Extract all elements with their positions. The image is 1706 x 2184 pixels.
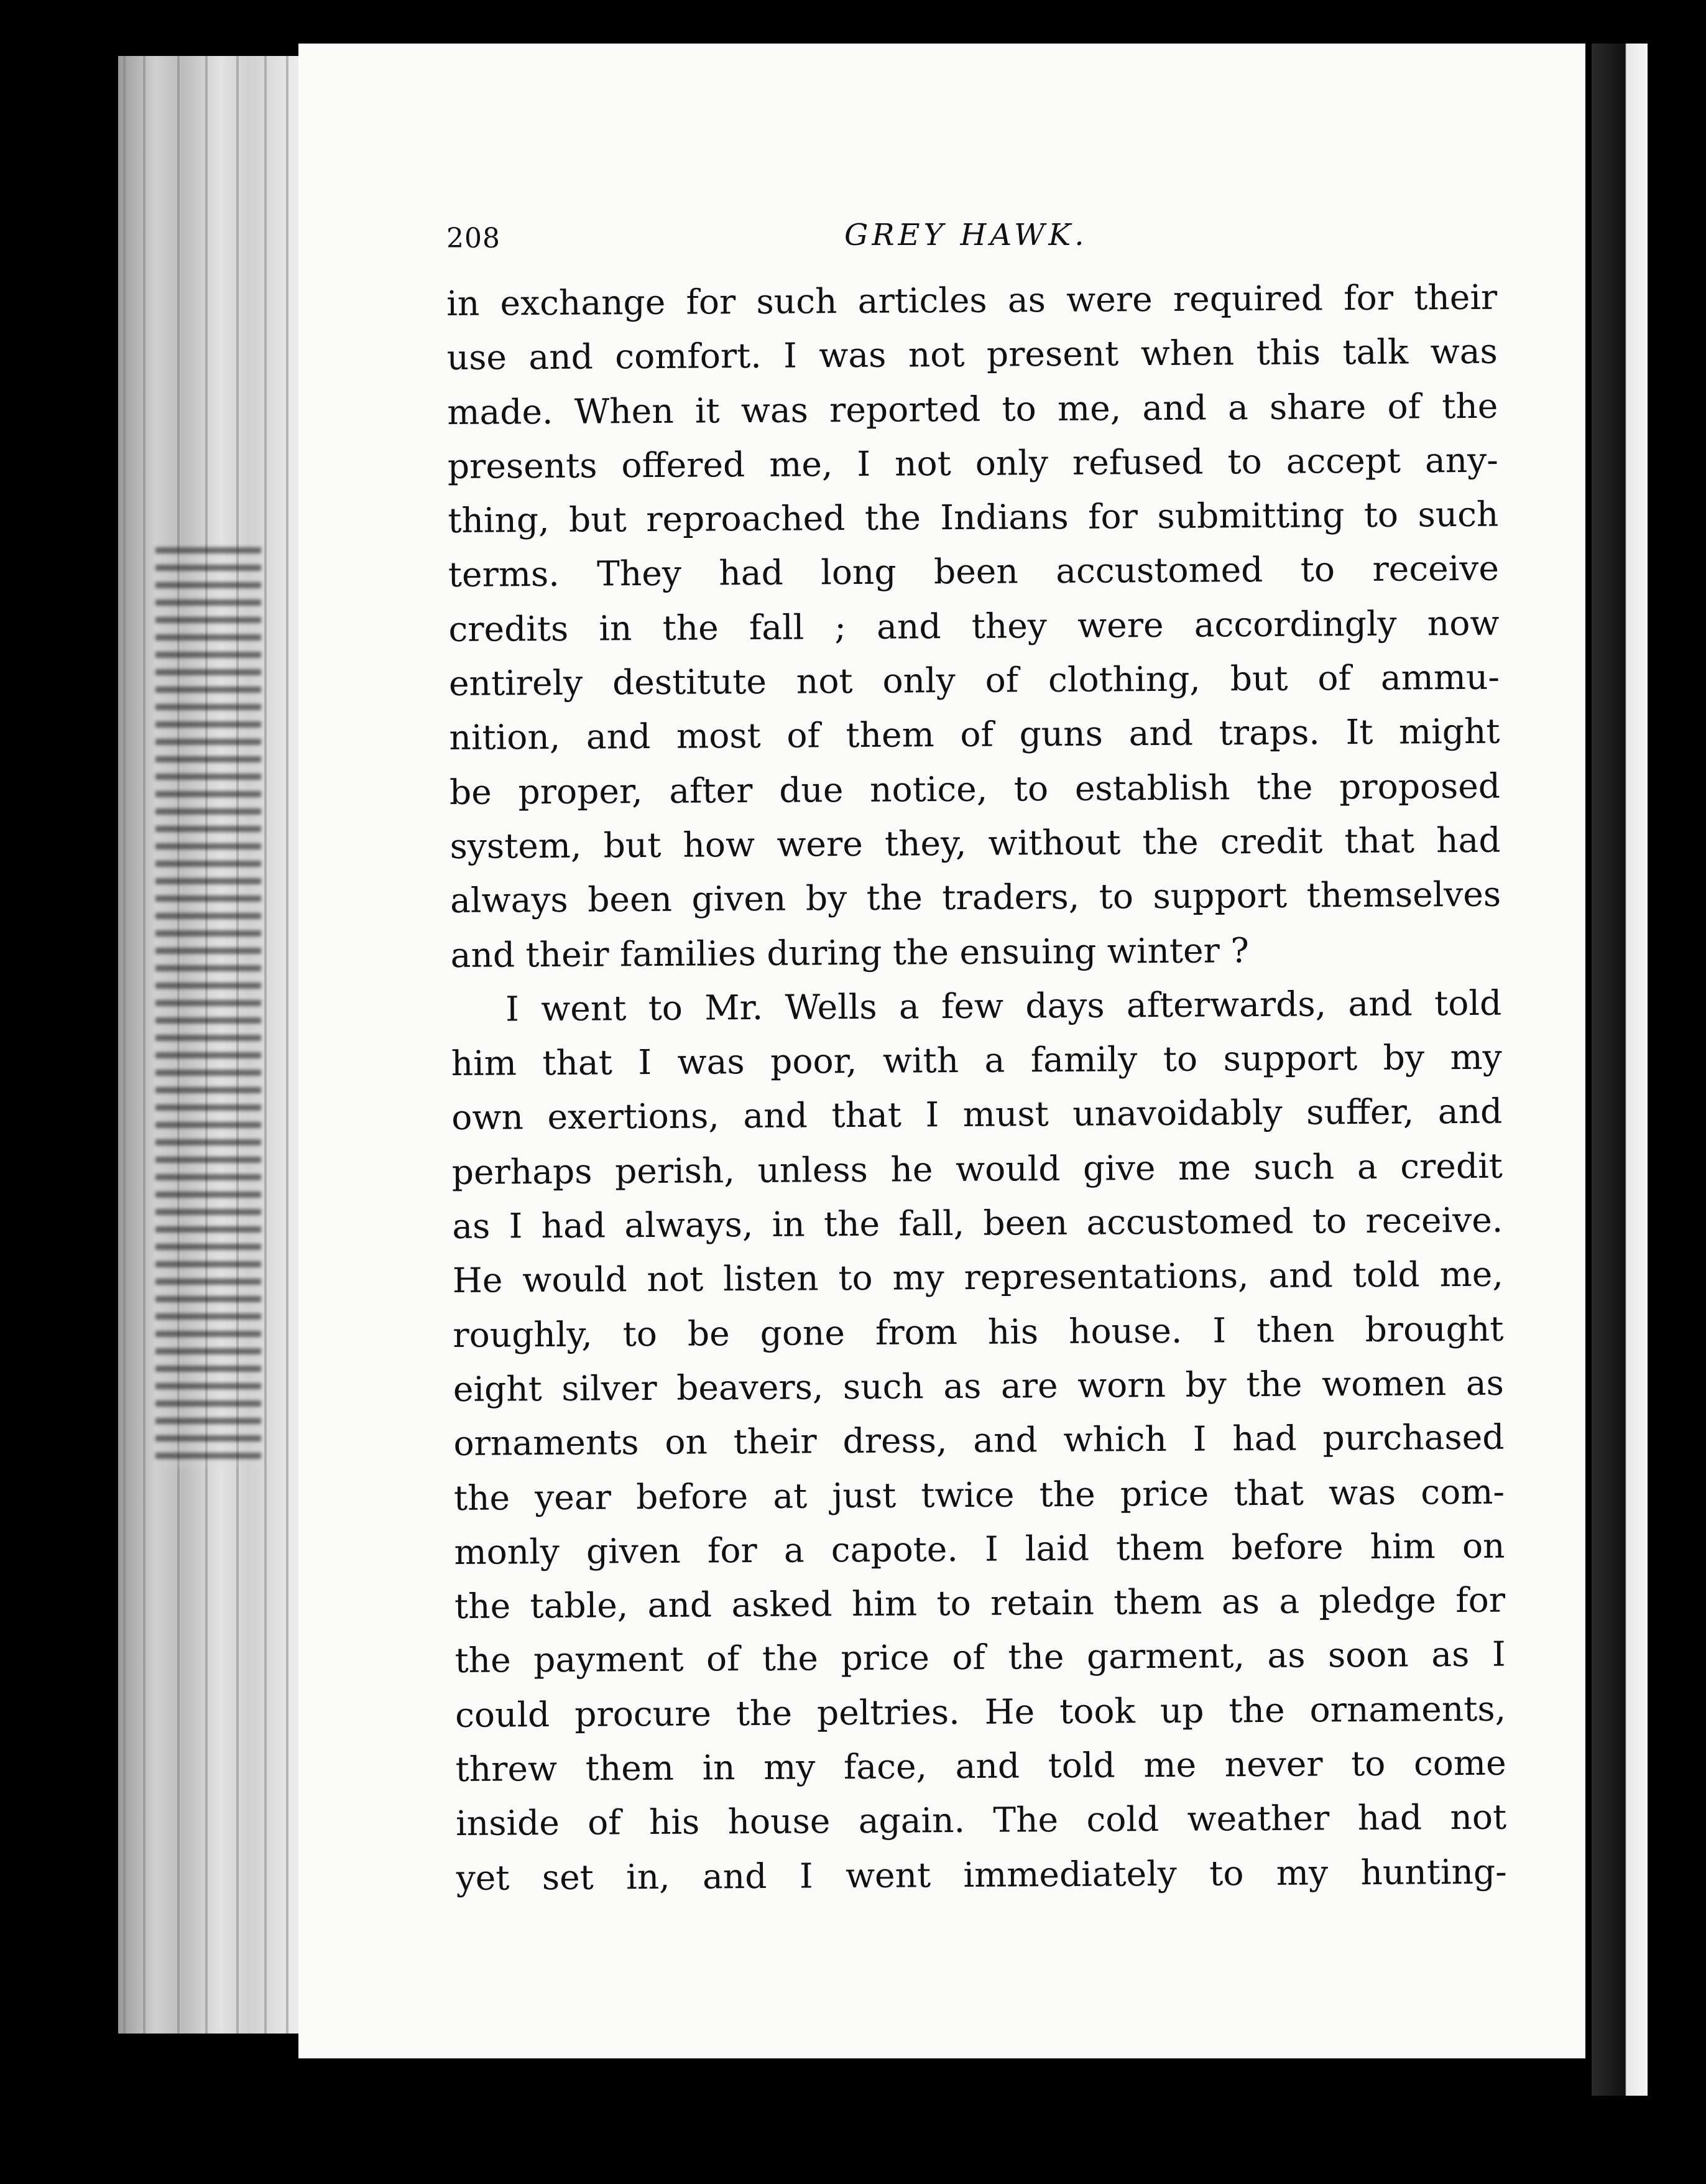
text-line: nition, and most of them of guns and traps. It might bbox=[449, 711, 1500, 758]
text-line: eight silver beavers, such as are worn by the women as bbox=[453, 1363, 1505, 1409]
text-line: presents offered me, I not only refused to accept any- bbox=[447, 440, 1499, 486]
page-edge-line bbox=[286, 56, 288, 2034]
text-line: system, but how were they, without the credit that had bbox=[450, 820, 1501, 866]
text-line: the table, and asked him to retain them as a pledge for bbox=[454, 1580, 1506, 1627]
text-line: terms. They had long been accustomed to receive bbox=[448, 548, 1500, 595]
text-line: thing, but reproached the Indians for submitting to such bbox=[448, 494, 1499, 541]
text-line: as I had always, in the fall, been accustomed to receive. bbox=[452, 1200, 1503, 1247]
text-line: He would not listen to my representations, and told me, bbox=[452, 1254, 1504, 1301]
text-line: monly given for a capote. I laid them before him on bbox=[454, 1525, 1505, 1572]
book-page-edges bbox=[118, 56, 305, 2034]
running-title: GREY HAWK. bbox=[844, 218, 1088, 252]
text-line: credits in the fall ; and they were accordingly now bbox=[448, 603, 1500, 649]
text-line: ornaments on their dress, and which I had purchased bbox=[453, 1417, 1505, 1464]
text-line: yet set in, and I went immediately to my hunting- bbox=[456, 1851, 1507, 1898]
running-head bbox=[446, 218, 1503, 267]
text-line: the payment of the price of the garment, as soon as I bbox=[454, 1634, 1506, 1681]
text-line: made. When it was reported to me, and a share of the bbox=[447, 386, 1498, 432]
text-line: always been given by the traders, to support themselves bbox=[450, 874, 1501, 921]
page-edge-line bbox=[264, 56, 267, 2034]
book-right-edge bbox=[1592, 44, 1648, 2096]
body-text bbox=[446, 271, 1507, 1905]
page-edge-line bbox=[143, 56, 145, 2034]
text-line: use and comfort. I was not present when this talk was bbox=[446, 331, 1498, 378]
text-line: and their families during the ensuing winter ? bbox=[450, 930, 1250, 975]
text-line: entirely destitute not only of clothing, but of ammu- bbox=[448, 657, 1500, 704]
text-line: I went to Mr. Wells a few days afterwards, and told bbox=[505, 983, 1502, 1029]
page-edge-line bbox=[123, 56, 126, 2034]
text-line: be proper, after due notice, to establish the proposed bbox=[449, 766, 1501, 812]
text-line: threw them in my face, and told me never to come bbox=[455, 1742, 1506, 1789]
text-line: him that I was poor, with a family to support by my bbox=[451, 1037, 1502, 1084]
page-number: 208 bbox=[446, 223, 500, 254]
text-line: roughly, to be gone from his house. I then brought bbox=[453, 1308, 1504, 1355]
bleed-through-smudge bbox=[155, 547, 261, 1468]
text-line: own exertions, and that I must unavoidably suffer, and bbox=[451, 1091, 1503, 1138]
text-line: perhaps perish, unless he would give me such a credit bbox=[451, 1145, 1503, 1192]
text-line: inside of his house again. The cold weather had not bbox=[455, 1797, 1507, 1844]
text-line: the year before at just twice the price that was com- bbox=[453, 1471, 1505, 1518]
text-line: could procure the peltries. He took up the ornaments, bbox=[454, 1688, 1506, 1735]
text-line: in exchange for such articles as were required for their bbox=[446, 277, 1498, 323]
